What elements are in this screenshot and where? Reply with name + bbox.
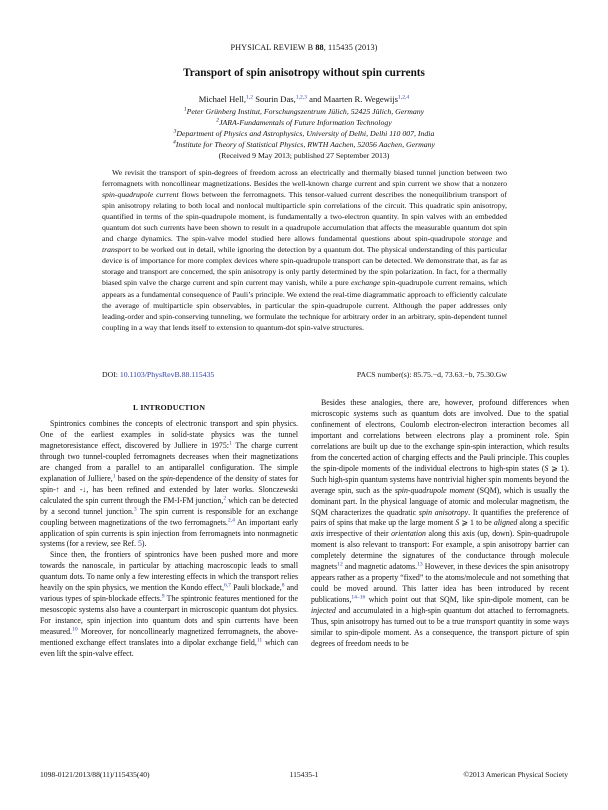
body-text: and magnetic adatoms.: [342, 562, 418, 572]
affiliation-item: [0, 128, 608, 139]
affiliation-number: 1: [183, 106, 187, 113]
body-emphasis: transport: [466, 617, 496, 627]
body-text: and accumulated in a high-spin quantum dot attached to ferromagnets. Thus, spin anisotropy has turned out to be a true: [311, 606, 569, 627]
body-emphasis: spin anisotropy: [418, 507, 469, 517]
author-list: [0, 94, 608, 104]
citation-link[interactable]: 11: [256, 637, 263, 644]
abstract-text: to be worked out in detail, while ignoring the detection by a quantum dot. The physical understanding of this particular device is of importance for more complex devices where spin-quadrupole transport can be detected. We demonstrate that, as far as storage and transport are concerned, the spin anisotropy is only partly determined by the spin polarization. In fact, for a thermally biased spin valve the charge current and spin current may vanish, while a pure: [102, 245, 507, 288]
doi-link[interactable]: 10.1103/PhysRevB.88.115435: [119, 370, 215, 379]
affiliation-item: [0, 139, 608, 150]
affiliation-text: Department of Physics and Astrophysics, University of Delhi, Delhi 110 007, India: [176, 129, 435, 139]
body-text: Besides these analogies, there are, however, profound differences when microscopic systems such as quantum dots are involved. Due to the spatial confinement of electrons, Coulomb electron-electron interaction becomes all important and correlations between electrons play a prominent role. Spin correlations are built up due to the exchange spin-spin interaction, which results from the concerted action of charging effects and the Pauli principle. This couples the spin-dipole moments of the individual electrons to high-spin states (: [311, 398, 569, 473]
doi-pacs-row: [102, 370, 507, 382]
citation-link[interactable]: 14–16: [351, 594, 366, 601]
citation-link[interactable]: 1: [228, 440, 232, 447]
citation-link[interactable]: 1: [112, 473, 116, 480]
footer-copyright: ©2013 American Physical Society: [463, 770, 568, 779]
author-affiliation-link[interactable]: 1,2: [246, 94, 254, 101]
body-text: The spintronic features mentioned for the mesoscopic systems also have a counterpart in microscopic quantum dot physics. For instance, spin injection into quantum dots and spin currents have been measured.: [40, 594, 298, 637]
body-text: ).: [141, 539, 147, 549]
paper-title: Transport of spin anisotropy without spin currents: [183, 67, 425, 79]
abstract-emphasis: exchange: [351, 278, 381, 288]
body-text: quantity in some ways similar to spin-dipole moment. As a consequence, the transport picture of spin degrees of freedom needs to be: [311, 617, 569, 648]
abstract-emphasis: transport: [102, 245, 131, 255]
author-name: Sourin Das,: [255, 94, 296, 104]
body-text: . It quantifies the preference of pairs of spins that make up the large moment: [311, 507, 569, 528]
body-text: irrespective of their: [323, 529, 392, 539]
doi-label: DOI:: [102, 370, 120, 379]
body-emphasis: orientation: [391, 529, 426, 539]
math-symbol: S: [544, 463, 549, 473]
journal-article-info: , 115435 (2013): [323, 43, 378, 52]
body-text: Pauli blockade,: [230, 583, 282, 593]
abstract-text: spin-quadrupole current remains, which appears as a fundamental consequence of Pauli’s principle. We extend the real-time diagrammatic approach to efficiently calculate the average of multiparticle spin observables, in particular the spin-quadrupole current. Although the paper addresses only leading-order and spin-conserving tunneling, we formulate the technique for arbitrary order in an arbitrary, spin-dependent tunnel coupling in a way that lends itself to extension to quantum-dot spin-valve structures.: [102, 278, 508, 332]
journal-volume: 88: [315, 43, 324, 52]
doi: [102, 370, 214, 379]
section-heading: I. INTRODUCTION: [132, 403, 206, 412]
citation-link[interactable]: 10: [72, 626, 78, 633]
abstract-text: flows between the ferromagnets. This tensor-valued current describes the nonequilibrium transport of spin anisotropy relating to both local and nonlocal multiparticle spin correlations of the circuit. This quadratic spin anisotropy, quantified in terms of the spin-quadrupole moment, is fundamentally a two-electron quantity. In spin valves with an embedded quantum dot such currents have been shown to result in a quadrupole accumulation that affects the measurable quantum dot spin and charge dynamics. The spin-valve model studied here allows fundamental questions about spin-quadrupole: [102, 190, 507, 244]
affiliation-number: 2: [216, 117, 220, 124]
body-emphasis: injected: [311, 606, 336, 616]
body-text: Spintronics combines the concepts of electronic transport and spin physics. One of the earliest examples in solid-state physics was the tunnel magnetoresistance effect, discovered by Julliere in 1975:: [40, 419, 298, 450]
journal-name: PHYSICAL REVIEW B: [230, 43, 314, 52]
author-affiliation-link[interactable]: 1,2,3: [295, 94, 307, 101]
citation-link[interactable]: 5: [137, 539, 142, 549]
abstract-text: We revisit the transport of spin-degrees of freedom across an electrically and thermally biased tunnel junction between two ferromagnets with noncollinear magnetizations. Besides the well-known charge current and spin current we show that a nonzero: [102, 168, 507, 189]
body-text: ⩾ 1 to be: [459, 518, 494, 528]
body-emphasis: spin-quadrupole moment: [394, 485, 475, 495]
citation-link[interactable]: 13: [417, 561, 423, 568]
affiliation-text: Institute for Theory of Statistical Physics, RWTH Aachen, 52056 Aachen, Germany: [175, 140, 435, 150]
affiliation-number: 3: [173, 128, 177, 135]
affiliation-text: JARA-Fundamentals of Future Information Technology: [219, 118, 392, 128]
body-text: -dependence of the density of states for spin-↑ and -↓, has been refined and extended by later works. Slonczewski calculated the spin current through the FM-I-FM junction,: [40, 473, 298, 505]
affiliation-text: Peter Grünberg Institut, Forschungszentrum Jülich, 52425 Jülich, Germany: [186, 107, 425, 116]
right-column: [311, 398, 569, 650]
citation-link[interactable]: 6,7: [223, 582, 231, 589]
pacs-numbers: PACS number(s): 85.75.−d, 73.63.−b, 75.30.Gw: [356, 370, 507, 379]
body-text: based on the: [115, 473, 160, 483]
body-text: An important early application of spin currents is spin injection from ferromagnets into nonmagnetic systems (for a review, see Ref.: [40, 517, 298, 549]
body-text: ⩾ 1). Such high-spin quantum systems have nontrivial higher spin moments beyond the average spin, such as the: [311, 463, 569, 495]
left-column: [40, 419, 298, 660]
abstract-text: and: [492, 234, 507, 244]
abstract: [102, 167, 507, 333]
body-emphasis: aligned: [493, 518, 518, 528]
body-text: along this axis (up, down). Spin-quadrupole moment is also relevant to transport: For example, a spin anisotropy barrier can completely determine the signatures of the conductance through molecule magnets: [311, 529, 569, 572]
body-paragraph: [311, 398, 569, 650]
body-text: The charge current through two tunnel-coupled ferromagnets decreases when their magnetizations are changed from a parallel to an antiparallel configuration. The simple explanation of Julliere,: [40, 440, 298, 483]
body-emphasis: spin: [159, 473, 173, 483]
body-emphasis: axis: [311, 529, 324, 539]
abstract-emphasis: storage: [468, 234, 493, 244]
math-symbol: S: [455, 518, 460, 528]
author-name: and Maarten R. Wegewijs: [309, 94, 399, 104]
citation-link[interactable]: 8: [281, 582, 285, 589]
body-text: which can even lift the spin-valve effect.: [40, 638, 298, 659]
abstract-emphasis: spin-quadrupole current: [102, 190, 179, 200]
journal-header: [0, 43, 608, 52]
author-affiliation-link[interactable]: 1,2,4: [398, 94, 410, 101]
body-text: The spin current is responsible for an exchange coupling between magnetizations of the two ferromagnets.: [40, 506, 298, 527]
body-text: (SQM), which is usually the dominant part. In the physical language of atomic and molecular magnetism, the SQM characterizes the quadratic: [311, 485, 569, 517]
body-text: However, in these devices the spin anisotropy appears rather as a property “fixed” to the atoms/molecule and not something that could be moved around. This latter idea has been introduced by recent publications,: [311, 562, 569, 605]
citation-link[interactable]: 2,4: [227, 517, 235, 524]
affiliations: [0, 106, 608, 161]
citation-link[interactable]: 2: [223, 495, 227, 502]
citation-link[interactable]: 9: [161, 593, 165, 600]
body-text: which point out that SQM, like spin-dipole moment, can be: [365, 595, 569, 605]
body-text: along a specific: [517, 518, 569, 528]
body-paragraph: [40, 550, 298, 660]
footer-page-number: 115435-1: [289, 770, 319, 779]
author-name: Michael Hell,: [198, 94, 247, 104]
affiliation-number: 4: [172, 139, 176, 146]
received-dates: (Received 9 May 2013; published 27 September 2013): [218, 151, 390, 161]
footer-issn: 1098-0121/2013/88(11)/115435(40): [40, 770, 150, 779]
affiliation-item: [0, 106, 608, 117]
body-text: which can be detected by a second tunnel junction.: [40, 495, 298, 516]
body-paragraph: [40, 419, 298, 550]
affiliation-item: [0, 117, 608, 128]
body-text: Since then, the frontiers of spintronics have been pushed more and more towards the nanoscale, in particular by attaching macroscopic leads to small quantum dots. To name only a few interesting effects in which the transport relies heavily on the spin physics, we mention the Kondo effect,: [40, 550, 298, 593]
citation-link[interactable]: 3: [133, 506, 137, 513]
body-text: Moreover, for noncollinearly magnetized ferromagnets, the above-mentioned exchange effect translates into a dipolar exchange field,: [40, 627, 298, 648]
citation-link[interactable]: 12: [337, 561, 343, 568]
body-text: and various types of spin-blockade effects.: [40, 583, 298, 604]
